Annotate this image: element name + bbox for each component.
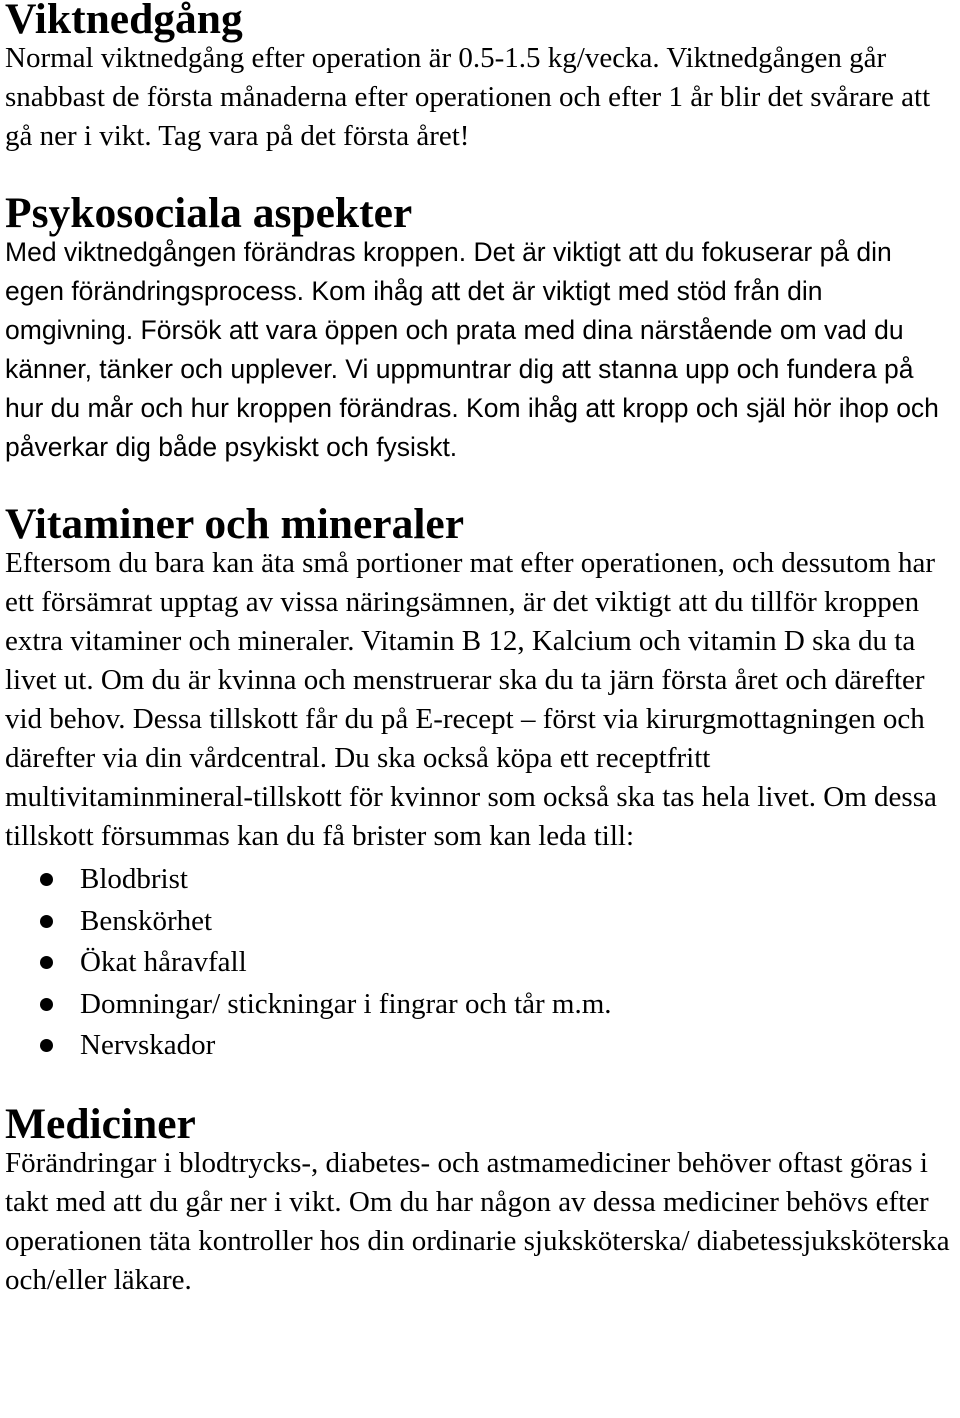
deficiency-list bbox=[5, 859, 956, 1067]
section-body-psykosociala: Med viktnedgången förändras kroppen. Det är viktigt att du fokuserar på din egen förändringsprocess. Kom ihåg att det är viktigt med stöd från din omgivning. Försök att vara öppen och prata med dina närstående om vad du känner, tänker och upplever. Vi uppmuntrar dig att stanna upp och fundera på hur du mår och hur kroppen förändras. Kom ihåg att kropp och själ hör ihop och påverkar dig både psykiskt och fysiskt. bbox=[5, 237, 939, 462]
section-title-psykosociala: Psykosociala aspekter bbox=[5, 189, 413, 237]
bullet-icon bbox=[40, 998, 53, 1011]
list-item-label: Nervskador bbox=[80, 1029, 216, 1061]
list-item-label: Domningar/ stickningar i fingrar och tår m.m. bbox=[80, 987, 612, 1020]
section-mediciner bbox=[5, 1099, 956, 1300]
list-item bbox=[5, 984, 956, 1026]
section-body-viktnedgang: Normal viktnedgång efter operation är 0.5-1.5 kg/vecka. Viktnedgången går snabbast de första månaderna efter operationen och efter 1 år blir det svårare att gå ner i vikt. Tag vara på det första året! bbox=[5, 42, 931, 152]
bullet-icon bbox=[40, 1039, 53, 1052]
section-body-vitaminer: Eftersom du bara kan äta små portioner mat efter operationen, och dessutom har ett försämrat upptag av vissa näringsämnen, är det viktigt att du tillför kroppen extra vitaminer och mineraler. Vitamin B 12, Kalcium och vitamin D ska du ta livet ut. Om du är kvinna och menstruerar ska du ta järn första året och därefter vid behov. Dessa tillskott får du på E-recept – först via kirurgmottagningen och därefter via din vårdcentral. Du ska också köpa ett receptfritt multivitaminmineral-tillskott för kvinnor som också ska tas hela livet. Om dessa tillskott försummas kan du få brister som kan leda till: bbox=[5, 547, 937, 852]
section-vitaminer bbox=[5, 500, 956, 1067]
list-item bbox=[5, 859, 956, 901]
bullet-icon bbox=[40, 915, 53, 928]
section-viktnedgang bbox=[5, 0, 956, 156]
section-title-vitaminer: Vitaminer och mineraler bbox=[5, 500, 465, 548]
bullet-icon bbox=[40, 873, 53, 886]
list-item bbox=[5, 1025, 956, 1067]
section-psykosociala bbox=[5, 189, 956, 467]
list-item bbox=[5, 901, 956, 943]
section-body-mediciner: Förändringar i blodtrycks-, diabetes- och astmamediciner behöver oftast göras i takt med att du går ner i vikt. Om du har någon av dessa mediciner behövs efter operationen täta kontroller hos din ordinarie sjuksköterska/ diabetessjuksköterska och/eller läkare. bbox=[5, 1146, 950, 1296]
list-item-label: Ökat håravfall bbox=[80, 946, 247, 978]
section-title-mediciner: Mediciner bbox=[5, 1099, 196, 1148]
list-item bbox=[5, 942, 956, 984]
list-item-label: Blodbrist bbox=[80, 863, 188, 895]
list-item-label: Benskörhet bbox=[80, 904, 213, 937]
bullet-icon bbox=[40, 956, 53, 969]
section-title-viktnedgang: Viktnedgång bbox=[5, 0, 243, 43]
